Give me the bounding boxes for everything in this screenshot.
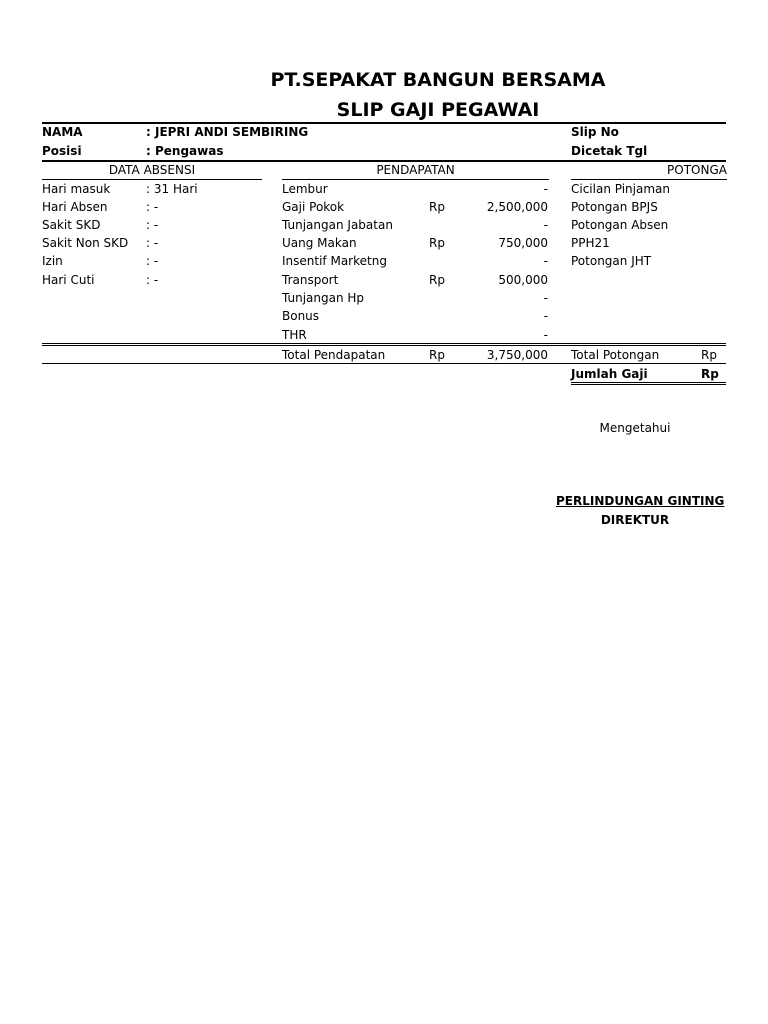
absensi-label: Izin xyxy=(42,254,63,268)
pendapatan-label: Lembur xyxy=(282,182,328,196)
name-label: NAMA xyxy=(42,125,83,139)
section-potongan: POTONGA xyxy=(667,163,727,177)
potongan-label: PPH21 xyxy=(571,236,610,250)
absensi-value: : - xyxy=(146,200,159,214)
printed-date-label: Dicetak Tgl xyxy=(571,144,648,158)
pendapatan-label: Tunjangan Hp xyxy=(282,291,365,305)
potongan-label: Potongan JHT xyxy=(571,254,652,268)
jumlah-rule xyxy=(571,382,726,383)
absensi-value: : - xyxy=(146,254,159,268)
totals-top-rule-double xyxy=(42,345,726,346)
pendapatan-label: Tunjangan Jabatan xyxy=(282,218,393,232)
pendapatan-label: Gaji Pokok xyxy=(282,200,345,214)
pendapatan-amount: - xyxy=(543,328,548,342)
absensi-value: : - xyxy=(146,218,159,232)
total-pendapatan-label: Total Pendapatan xyxy=(282,348,386,362)
total-potongan-currency: Rp xyxy=(701,348,717,362)
pendapatan-currency: Rp xyxy=(429,273,445,287)
pendapatan-amount: - xyxy=(543,291,548,305)
potongan-label: Potongan BPJS xyxy=(571,200,658,214)
absensi-label: Hari Cuti xyxy=(42,273,95,287)
section-absensi: DATA ABSENSI xyxy=(108,163,196,177)
director-role: DIREKTUR xyxy=(600,513,670,527)
pendapatan-label: Insentif Marketng xyxy=(282,254,387,268)
position-label: Posisi xyxy=(42,144,82,158)
pendapatan-currency: Rp xyxy=(429,236,445,250)
absensi-header-rule xyxy=(42,179,262,180)
name-value: : JEPRI ANDI SEMBIRING xyxy=(146,125,309,139)
total-pendapatan-currency: Rp xyxy=(429,348,445,362)
total-pendapatan-amount: 3,750,000 xyxy=(486,348,548,362)
pendapatan-label: Uang Makan xyxy=(282,236,357,250)
top-rule xyxy=(42,122,726,124)
director-name: PERLINDUNGAN GINTING xyxy=(556,494,725,508)
pendapatan-amount: 750,000 xyxy=(498,236,548,250)
totals-top-rule xyxy=(42,343,726,344)
absensi-value: : - xyxy=(146,273,159,287)
pendapatan-amount: - xyxy=(543,218,548,232)
pendapatan-amount: 500,000 xyxy=(498,273,548,287)
absensi-value: : - xyxy=(146,236,159,250)
pendapatan-amount: 2,500,000 xyxy=(486,200,548,214)
section-pendapatan: PENDAPATAN xyxy=(376,163,455,177)
potongan-label: Cicilan Pinjaman xyxy=(571,182,670,196)
totals-bottom-rule xyxy=(42,363,726,364)
position-value: : Pengawas xyxy=(146,144,224,158)
mengetahui-text: Mengetahui xyxy=(599,421,671,435)
pendapatan-label: Bonus xyxy=(282,309,320,323)
pendapatan-currency: Rp xyxy=(429,200,445,214)
absensi-label: Sakit Non SKD xyxy=(42,236,129,250)
jumlah-gaji-label: Jumlah Gaji xyxy=(571,367,648,381)
company-name: PT.SEPAKAT BANGUN BERSAMA xyxy=(270,69,606,91)
pendapatan-header-rule xyxy=(282,179,549,180)
pendapatan-label: THR xyxy=(282,328,307,342)
absensi-label: Hari Absen xyxy=(42,200,108,214)
absensi-label: Sakit SKD xyxy=(42,218,101,232)
slip-no-label: Slip No xyxy=(571,125,619,139)
potongan-label: Potongan Absen xyxy=(571,218,669,232)
potongan-header-rule xyxy=(571,179,727,180)
jumlah-rule-double xyxy=(571,384,726,385)
pendapatan-label: Transport xyxy=(282,273,339,287)
total-potongan-label: Total Potongan xyxy=(571,348,660,362)
pendapatan-amount: - xyxy=(543,309,548,323)
jumlah-gaji-currency: Rp xyxy=(701,367,719,381)
document-title: SLIP GAJI PEGAWAI xyxy=(336,99,540,121)
pendapatan-amount: - xyxy=(543,254,548,268)
absensi-value: : 31 Hari xyxy=(146,182,198,196)
absensi-label: Hari masuk xyxy=(42,182,111,196)
pendapatan-amount: - xyxy=(543,182,548,196)
